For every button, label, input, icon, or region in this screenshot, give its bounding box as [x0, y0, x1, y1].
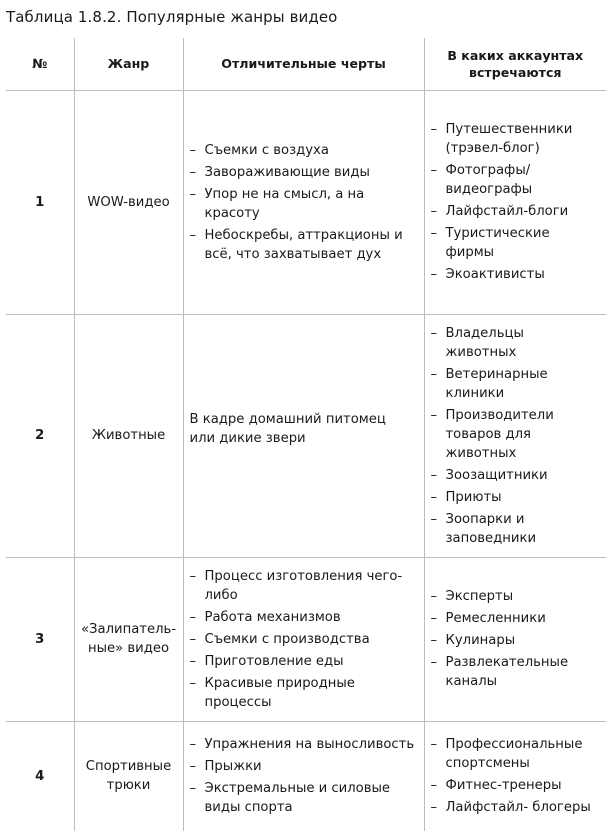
list-item: – Завораживающие виды [189, 164, 370, 180]
row-num: 4 [6, 721, 74, 831]
list-item: – Упражнения на выносливость [189, 737, 415, 753]
list-item: – Прыжки [189, 759, 262, 775]
accounts-list [424, 90, 606, 314]
list-item: – Развлекательные каналы [430, 655, 569, 689]
header-num: № [6, 38, 74, 90]
features-list [183, 90, 424, 314]
accounts-list [424, 557, 606, 721]
features-list [183, 721, 424, 831]
list-item: – Экоактивисты [430, 267, 545, 282]
list-item: – Упор не на смысл, а на красоту [189, 186, 365, 221]
row-genre: WOW-видео [74, 90, 183, 314]
row-genre: Спортивные трюки [74, 721, 183, 831]
list-item: – Зоопарки и заповедники [430, 511, 537, 546]
list-item: – Фотографы/ видеографы [430, 163, 533, 197]
list-item: – Ремесленники [430, 611, 546, 626]
list-item: – Процесс изготовления чего- либо [189, 568, 403, 603]
list-item: – Зоозащитники [430, 467, 548, 483]
table-row [6, 557, 606, 721]
row-genre: Животные [74, 314, 183, 557]
table-row [6, 90, 606, 314]
accounts-list [424, 721, 606, 831]
header-accounts: В каких аккаунтах встречаются [424, 38, 606, 90]
list-item: – Профессиональные спортсмены [430, 737, 583, 772]
list-item: – Приготовление еды [189, 653, 344, 669]
list-item: – Съемки с воздуха [189, 142, 329, 158]
list-item: – Кулинары [430, 633, 516, 648]
list-item: – Небоскребы, аттракционы и всё, что захватывает дух [189, 227, 403, 262]
list-item: – Фитнес-тренеры [430, 778, 562, 794]
list-item: – Ветеринарные клиники [430, 366, 548, 401]
table-caption: Таблица 1.8.2. Популярные жанры видео [6, 8, 338, 26]
row-num: 3 [6, 557, 74, 721]
list-item: – Эксперты [430, 589, 514, 604]
list-item: – Красивые природные процессы [189, 675, 355, 710]
list-item: – Работа механизмов [189, 609, 341, 625]
row-num: 2 [6, 314, 74, 557]
table-row [6, 314, 606, 557]
header-features: Отличительные черты [183, 38, 424, 90]
list-item: – Лайфстайл- блогеры [430, 800, 591, 816]
list-item: – Путешественники (трэвел-блог) [430, 122, 573, 156]
header-genre: Жанр [74, 38, 183, 90]
list-item: – Экстремальные и силовые виды спорта [189, 781, 391, 816]
list-item: – Производители товаров для животных [430, 407, 554, 461]
accounts-list [424, 314, 606, 557]
features-description: В кадре домашний питомец или дикие звери [189, 411, 386, 446]
row-genre: «Залипатель- ные» видео [74, 557, 183, 721]
list-item: – Туристические фирмы [430, 226, 550, 260]
list-item: – Лайфстайл-блоги [430, 204, 569, 219]
table-header-row [6, 38, 606, 90]
table-row [6, 721, 606, 831]
row-num: 1 [6, 90, 74, 314]
features-list [183, 557, 424, 721]
list-item: – Приюты [430, 489, 502, 505]
features-text [183, 314, 424, 557]
list-item: – Съемки с производства [189, 631, 370, 647]
list-item: – Владельцы животных [430, 325, 524, 360]
genres-table [6, 38, 606, 831]
